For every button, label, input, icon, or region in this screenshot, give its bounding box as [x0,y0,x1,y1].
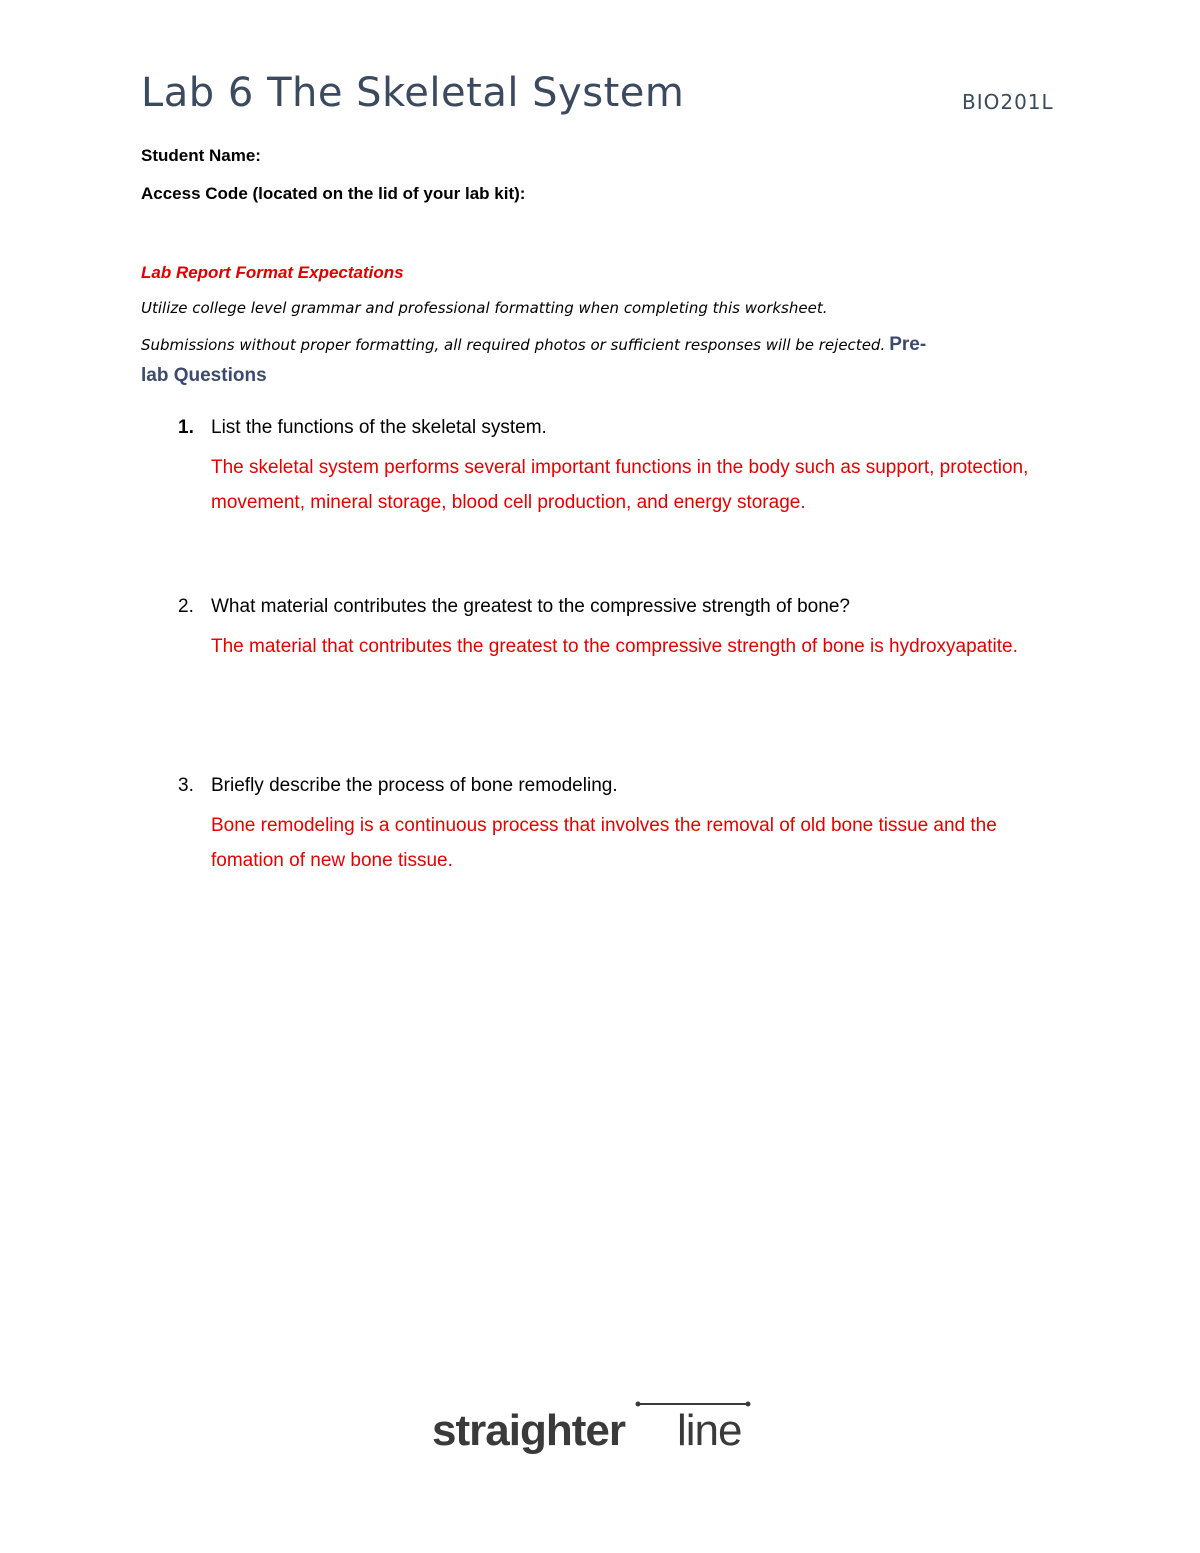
straighterline-logo [430,1398,770,1468]
question-item [178,594,1058,664]
logo-word-bold: straighter [432,1406,625,1455]
access-code-label: Access Code (located on the lid of your lab kit): [141,184,526,203]
question-text: What material contributes the greatest to the compressive strength of bone? [211,596,850,617]
document-title: Lab 6 The Skeletal System [141,70,685,116]
student-name-label: Student Name: [141,146,261,165]
prelab-heading-part1: Pre- [889,334,927,355]
format-expectations-heading: Lab Report Format Expectations [141,263,404,282]
course-code: BIO201L [962,90,1054,114]
logo-word-light: line [677,1406,742,1455]
question-number: 1. [178,417,194,438]
question-item [178,773,1058,878]
question-number: 3. [178,775,194,796]
answer-text: The material that contributes the greatest to the compressive strength of bone is hydroxyapatite. [211,636,1018,657]
question-text: Briefly describe the process of bone remodeling. [211,775,618,796]
expectation-line-2-text: Submissions without proper formatting, all required photos or sufficient responses will be rejected. [141,336,886,354]
answer-text: The skeletal system performs several important functions in the body such as support, protection, movement, mineral storage, blood cell production, and energy storage. [211,457,1029,513]
answer-text: Bone remodeling is a continuous process that involves the removal of old bone tissue and the fomation of new bone tissue. [211,815,997,871]
question-item [178,415,1058,520]
expectation-line-2 [141,334,926,356]
question-number: 2. [178,596,194,617]
question-text: List the functions of the skeletal system. [211,417,547,438]
expectation-line-1: Utilize college level grammar and professional formatting when completing this worksheet. [141,299,828,317]
prelab-heading-part2: lab Questions [141,365,267,386]
